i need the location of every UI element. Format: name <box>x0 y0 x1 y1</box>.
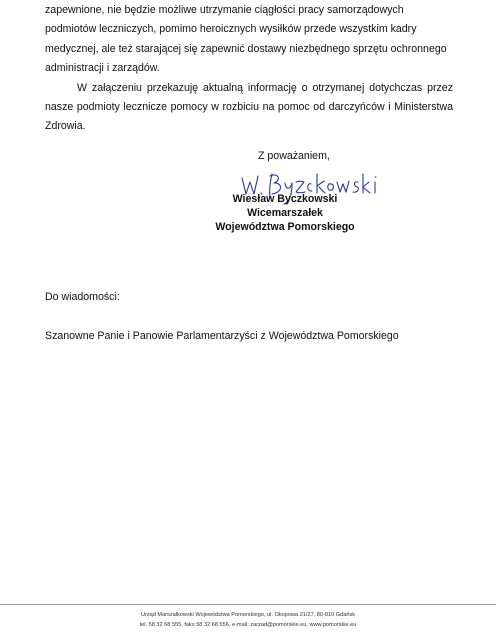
paragraph-line: medycznej, ale też starającej się zapewnić dostawy niezbędnego sprzętu ochronnego <box>45 42 447 55</box>
letterhead-footer <box>0 610 496 630</box>
signer-position: Wicemarszałek <box>247 207 323 219</box>
letter-body <box>45 1 453 137</box>
closing-salutation: Z poważaniem, <box>258 150 330 162</box>
footer-divider <box>0 604 496 605</box>
paragraph-attachment-note: W załączeniu przekazuję aktualną informację o otrzymanej dotychczas przez nasze podmioty lecznicze pomocy w rozbiciu na pomoc od darczyńców i Ministerstwa Zdrowia. <box>45 81 453 133</box>
paragraph-continuation <box>45 1 453 79</box>
signer-region: Województwa Pomorskiego <box>215 221 355 233</box>
recipients-label: Do wiadomości: <box>45 291 120 303</box>
footer-contact: tel. 58 32 68 555, faks 58 32 68 556, e-mail: zarzad@pomorskie.eu, www.pomorskie.eu <box>139 622 357 628</box>
recipients-text: Szanowne Panie i Panowie Parlamentarzyści z Województwa Pomorskiego <box>45 330 399 342</box>
footer-address: Urząd Marszałkowski Województwa Pomorskiego, ul. Okopowa 21/27, 80-810 Gdańsk <box>140 612 356 618</box>
signer-block <box>200 192 370 234</box>
paragraph-line: podmiotów leczniczych, pomimo heroicznych wysiłków przede wszystkim kadry <box>45 23 417 36</box>
paragraph-line: administracji i zarządów. <box>45 62 160 75</box>
signer-name: Wiesław Byczkowski <box>232 193 338 205</box>
paragraph-line: zapewnione, nie będzie możliwe utrzymanie ciągłości pracy samorządowych <box>45 4 404 16</box>
